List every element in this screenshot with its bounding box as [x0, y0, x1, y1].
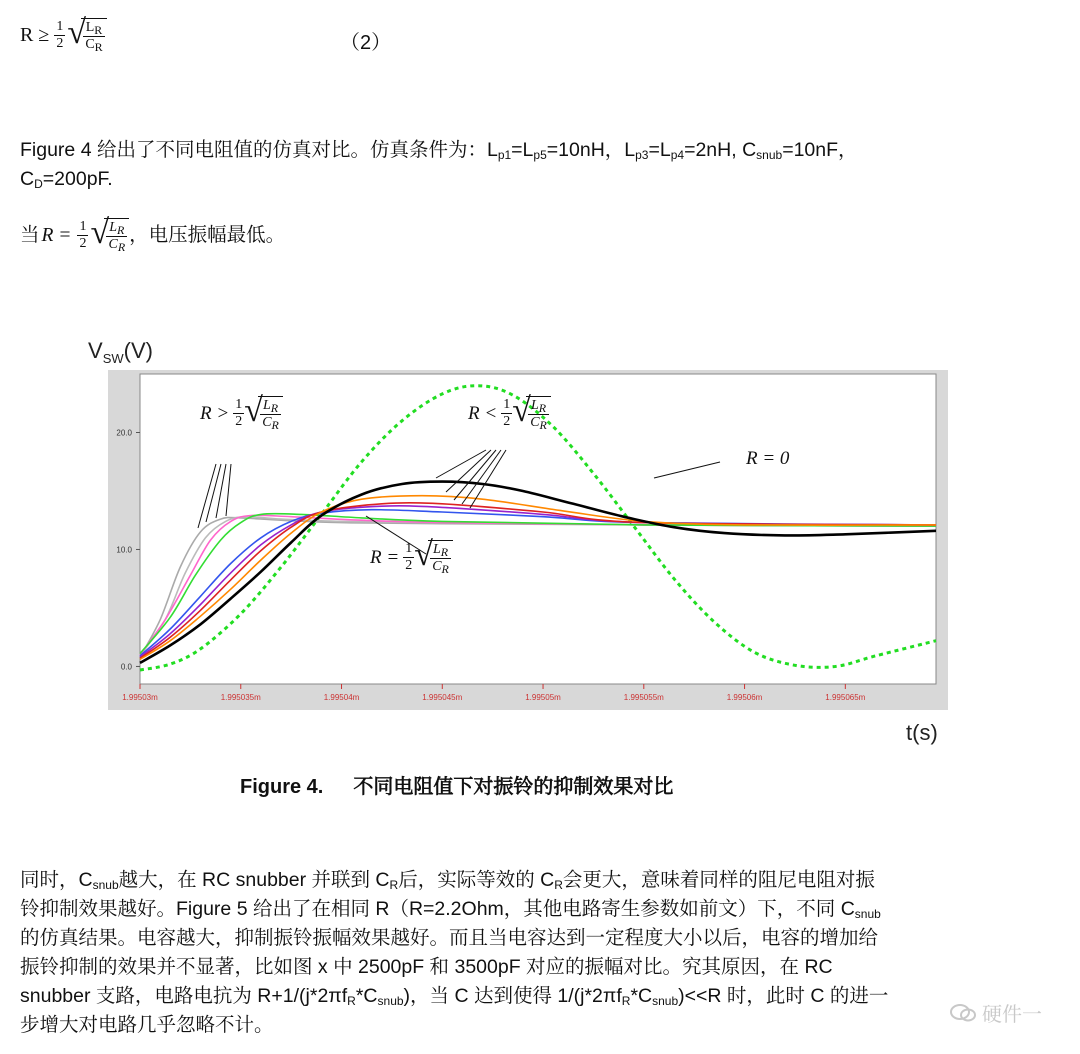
para3-line-2 [20, 895, 1070, 924]
ann-rlt-sqrt-den-sub: R [539, 418, 547, 432]
watermark [950, 998, 1042, 1027]
para1-sub-2: p5 [533, 148, 547, 162]
sqrt-num: L [85, 20, 95, 35]
para3-l5d: *C [630, 985, 653, 1007]
x-tick-label: 1.995045m [422, 693, 463, 702]
para2-sqrt: √ $\frac{L_R}{C_R}$ [90, 218, 129, 253]
ann-rgt-den: 2 [235, 414, 243, 429]
para1-text-6: =10nF， [782, 139, 858, 161]
equation-fraction [54, 19, 65, 52]
para2-sqrt-den-sub: R [117, 240, 126, 254]
ann-rlt-sqrt: √ $\frac{L_R}{C_R}$ [512, 396, 551, 431]
para2-fraction [77, 219, 88, 252]
fraction-denominator: 2 [56, 36, 64, 51]
para3-l5e: )<<R 时，此时 C 的进一 [678, 985, 889, 1007]
para3-line-3: 的仿真结果。电容越大，抑制振铃振幅效果越好。而且当电容达到一定程度大小以后，电容的增加给 [20, 927, 879, 949]
ylabel-unit: (V) [123, 338, 153, 363]
para3-l5s4: snub [652, 994, 679, 1008]
ann-rlt-lhs: R < [468, 402, 498, 424]
para3-l5c: )，当 C 达到使得 1/(j*2πf [403, 985, 622, 1007]
x-tick-label: 1.995035m [220, 693, 261, 702]
equation-2 [20, 14, 107, 54]
para1-text-5: =2nH, C [684, 139, 757, 161]
ann-req-lhs: R = [370, 546, 400, 568]
x-tick-label: 1.99503m [122, 693, 158, 702]
para3-l1s3: R [554, 878, 563, 892]
para3-l1s2: R [389, 878, 399, 892]
sqrt-den-sub: R [94, 40, 103, 54]
figure-caption [240, 770, 673, 799]
ann-req-frac [403, 541, 414, 574]
para3-l5s3: R [621, 994, 631, 1008]
para2-r-equals: R = [41, 225, 72, 246]
x-tick-label: 1.99506m [726, 693, 763, 702]
sqrt-den: C [85, 37, 95, 52]
ann-rgt-sqrt-num: L [262, 398, 271, 413]
wechat-icon [950, 1003, 976, 1023]
sqrt-num-sub: R [94, 23, 103, 37]
ann-rgt-num: 1 [235, 397, 243, 412]
ylabel-sub: SW [102, 351, 124, 366]
ann-req-num: 1 [405, 541, 413, 556]
y-tick-label: 0.0 [120, 662, 132, 672]
paragraph-optimal-r [20, 214, 286, 254]
ann-rlt-num: 1 [503, 397, 511, 412]
annotation-r-equal [370, 536, 453, 576]
watermark-text: 硬件一 [982, 1004, 1042, 1026]
para2-sqrt-den: C [108, 237, 118, 252]
ann-req-sqrt-den-sub: R [441, 562, 449, 576]
figure-4-chart [88, 332, 948, 752]
ann-req-den: 2 [405, 558, 413, 573]
para3-line-6: 步增大对电路几乎忽略不计。 [20, 1014, 274, 1036]
ann-rlt-sqrt-num: L [530, 398, 539, 413]
para1-sub-7: D [34, 177, 43, 191]
para3-line-5 [20, 982, 1070, 1011]
para3-l5b: *C [355, 985, 378, 1007]
ann-rgt-lhs: R > [200, 402, 230, 424]
para1-text-7: C [20, 168, 35, 190]
annotation-r-zero: R = 0 [746, 448, 790, 469]
y-tick-label: 10.0 [116, 545, 132, 555]
para3-l1d: 会更大，意味着同样的阻尼电阻对振 [562, 869, 875, 891]
para3-line-4: 振铃抑制的效果并不显著，比如图 x 中 2500pF 和 3500pF 对应的振幅对比。究其原因，在 RC [20, 956, 833, 978]
para1-sub-1: p1 [497, 148, 512, 162]
x-tick-label: 1.995065m [825, 693, 866, 702]
x-tick-label: 1.99505m [525, 693, 561, 702]
para1-sub-4: p4 [670, 148, 685, 162]
ann-rlt-sqrt-num-sub: R [538, 401, 547, 415]
paragraph-snubber-capacitance [20, 866, 1070, 1040]
annotation-r-less [468, 392, 551, 432]
annotation-r-greater [200, 392, 283, 432]
para1-text-3: =10nH，L [546, 139, 636, 161]
ylabel-main: V [88, 338, 103, 363]
para2-frac-den: 2 [79, 236, 87, 251]
para1-sub-3: p3 [635, 148, 649, 162]
para1-sub-5: snub [756, 148, 783, 162]
chart-ylabel [88, 338, 153, 366]
caption-label: Figure 4. [240, 776, 324, 798]
x-tick-label: 1.99504m [323, 693, 360, 702]
ann-rgt-sqrt-den-sub: R [271, 418, 279, 432]
para3-l1c: 后，实际等效的 C [398, 869, 555, 891]
para3-l1a: 同时，C [20, 869, 93, 891]
para3-line-1 [20, 866, 1070, 895]
ann-rgt-sqrt-num-sub: R [270, 401, 279, 415]
ann-rlt-den: 2 [503, 414, 511, 429]
y-tick-label: 20.0 [116, 428, 132, 438]
para2-sqrt-num-sub: R [117, 223, 125, 237]
para1-text-1: Figure 4 给出了不同电阻值的仿真对比。仿真条件为：L [20, 139, 498, 161]
caption-text: 不同电阻值下对振铃的抑制效果对比 [353, 776, 674, 798]
ann-rgt-frac [233, 397, 244, 430]
para3-l2a: 铃抑制效果越好。Figure 5 给出了在相同 R（R=2.2Ohm，其他电路寄生参数如前文）下，不同 C [20, 898, 855, 920]
para2-suffix: ，电压振幅最低。 [129, 224, 286, 246]
fraction-numerator: 1 [56, 19, 64, 34]
para1-text-4: =L [648, 139, 671, 161]
para2-frac-num: 1 [79, 219, 87, 234]
chart-xlabel: t(s) [906, 720, 938, 745]
ann-rgt-sqrt: √ $\frac{L_R}{C_R}$ [244, 396, 283, 431]
para3-l5s2: snub [377, 994, 404, 1008]
equation-sqrt: √ $\frac{L_R}{C_R}$ [67, 18, 106, 53]
ann-req-sqrt-num: L [432, 542, 441, 557]
ann-req-sqrt-num-sub: R [440, 545, 449, 559]
para2-sqrt-num: L [109, 220, 118, 235]
x-tick-label: 1.995055m [623, 693, 664, 702]
para1-text-8: =200pF. [42, 168, 113, 190]
ann-rgt-sqrt-den: C [262, 415, 272, 430]
ann-req-sqrt-den: C [432, 559, 442, 574]
para3-l5s1: R [347, 994, 356, 1008]
para2-prefix: 当 [20, 224, 40, 246]
para3-l1s1: snub [92, 878, 119, 892]
para1-text-2: =L [511, 139, 534, 161]
equation-number: （2） [340, 32, 392, 54]
para3-l2s1: snub [854, 907, 881, 921]
ann-req-sqrt: √ $\frac{L_R}{C_R}$ [414, 540, 453, 575]
para3-l1b: 越大，在 RC snubber 并联到 C [118, 869, 390, 891]
para3-l5a: snubber 支路，电路电抗为 R+1/(j*2πf [20, 985, 348, 1007]
ann-rlt-sqrt-den: C [530, 415, 540, 430]
paragraph-simulation-conditions [20, 136, 1060, 194]
equation-lhs: R ≥ [20, 24, 50, 46]
ann-rlt-frac [501, 397, 512, 430]
